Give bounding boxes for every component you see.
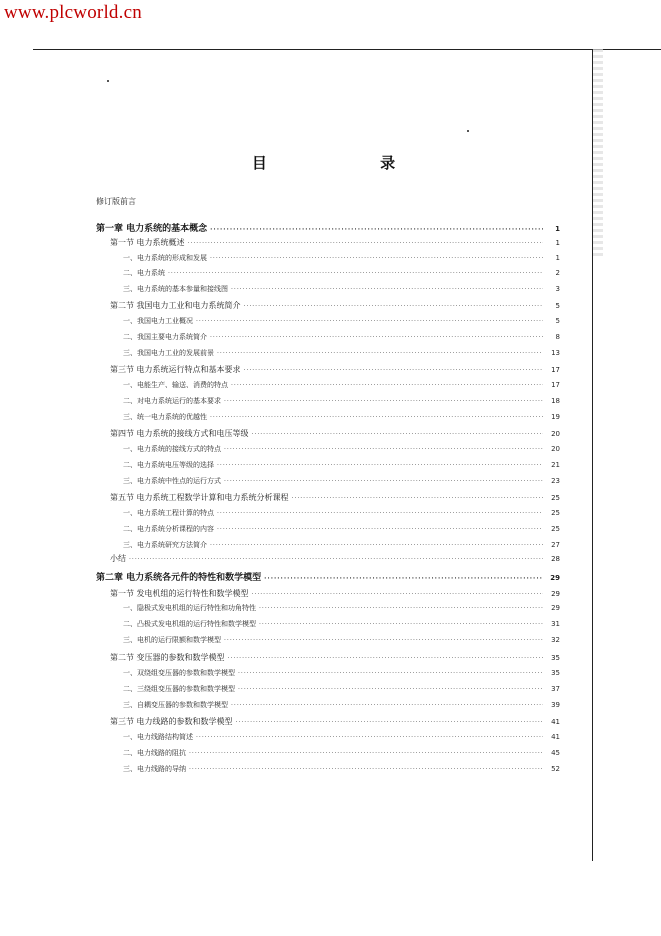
toc-entry-label: 二、凸极式发电机组的运行特性和数学模型	[123, 620, 256, 628]
toc-entry[interactable]	[123, 460, 560, 470]
toc-entry-page: 18	[551, 397, 560, 405]
toc-entry-page: 29	[551, 590, 560, 598]
toc-entry-label: 第二章 电力系统各元件的特性和数学模型	[96, 573, 262, 583]
toc-entry-page: 21	[551, 461, 560, 469]
toc-entry-label: 一、隐极式发电机组的运行特性和功角特性	[123, 604, 256, 612]
toc-entry-page: 25	[551, 525, 560, 533]
toc-leader-dots	[188, 240, 543, 247]
toc-entry[interactable]	[123, 253, 560, 263]
toc-entry-label: 三、自耦变压器的参数和数学模型	[123, 701, 228, 709]
toc-entry-label: 第一节 电力系统概述	[110, 238, 185, 247]
toc-entry[interactable]	[110, 588, 560, 599]
toc-leader-dots	[292, 495, 543, 502]
toc-leader-dots	[217, 510, 543, 517]
toc-entry-page: 23	[551, 477, 560, 485]
toc-leader-dots	[210, 255, 543, 262]
toc-entry-label: 第一节 发电机组的运行特性和数学模型	[110, 589, 249, 598]
toc-leader-dots	[210, 226, 543, 233]
page-title: 目 录	[251, 154, 450, 172]
toc-entry-label: 一、电能生产、输送、消费的特点	[123, 381, 228, 389]
toc-entry[interactable]	[110, 652, 560, 663]
toc-entry-label: 三、电力系统研究方法简介	[123, 541, 207, 549]
toc-leader-dots	[259, 621, 543, 628]
toc-entry[interactable]	[123, 635, 560, 645]
toc-entry-page: 41	[551, 733, 560, 741]
toc-entry[interactable]	[123, 748, 560, 758]
toc-entry-page: 41	[551, 718, 560, 726]
toc-entry-label: 一、电力线路结构简述	[123, 733, 193, 741]
toc-entry[interactable]	[123, 524, 560, 534]
toc-entry-label: 二、对电力系统运行的基本要求	[123, 397, 221, 405]
toc-entry-page: 37	[551, 685, 560, 693]
toc-entry[interactable]	[123, 396, 560, 406]
toc-entry[interactable]	[110, 492, 560, 503]
toc-leader-dots	[217, 462, 543, 469]
toc-entry[interactable]	[96, 221, 560, 234]
toc-entry-page: 17	[551, 381, 560, 389]
toc-entry-label: 小结	[110, 554, 126, 563]
toc-entry[interactable]	[123, 732, 560, 742]
toc-leader-dots	[129, 556, 543, 563]
toc-leader-dots	[210, 414, 543, 421]
toc-entry-label: 第一章 电力系统的基本概念	[96, 224, 208, 234]
toc-entry-label: 一、电力系统的形成和发展	[123, 254, 207, 262]
watermark-url: www.plcworld.cn	[4, 2, 142, 23]
scan-speck	[107, 80, 109, 82]
toc-entry-page: 20	[551, 445, 560, 453]
toc-leader-dots	[252, 431, 543, 438]
toc-entry-page: 29	[550, 574, 560, 582]
toc-entry-label: 二、三绕组变压器的参数和数学模型	[123, 685, 235, 693]
toc-entry-page: 19	[551, 413, 560, 421]
toc-entry-label: 三、统一电力系统的优越性	[123, 413, 207, 421]
toc-entry-page: 35	[551, 669, 560, 677]
toc-entry-label: 三、电力系统的基本参量和接线图	[123, 285, 228, 293]
toc-entry-label: 第五节 电力系统工程数学计算和电力系统分析课程	[110, 493, 289, 502]
toc-entry[interactable]	[123, 684, 560, 694]
toc-entry[interactable]	[123, 316, 560, 326]
toc-entry-page: 52	[551, 765, 560, 773]
toc-entry-page: 1	[555, 254, 560, 262]
toc-entry[interactable]	[110, 300, 560, 311]
toc-entry-page: 1	[555, 225, 560, 233]
toc-entry-page: 13	[551, 349, 560, 357]
toc-entry-label: 二、电力系统	[123, 269, 165, 277]
toc-entry-label: 一、我国电力工业概况	[123, 317, 193, 325]
toc-entry-page: 45	[551, 749, 560, 757]
toc-entry-page: 28	[551, 555, 560, 563]
toc-entry[interactable]	[110, 237, 560, 248]
toc-entry[interactable]	[123, 764, 560, 774]
toc-leader-dots	[244, 303, 543, 310]
toc-entry-label: 第二节 变压器的参数和数学模型	[110, 653, 225, 662]
toc-leader-dots	[236, 719, 543, 726]
toc-entry[interactable]	[110, 428, 560, 439]
toc-leader-dots	[217, 526, 543, 533]
toc-entry-page: 27	[551, 541, 560, 549]
toc-entry-page: 20	[551, 430, 560, 438]
toc-entry[interactable]	[96, 570, 560, 583]
toc-leader-dots	[231, 702, 543, 709]
toc-leader-dots	[196, 318, 543, 325]
toc-preface: 修订版前言	[96, 197, 136, 206]
toc-leader-dots	[210, 334, 543, 341]
toc-entry-label: 二、电力系统电压等级的选择	[123, 461, 214, 469]
toc-entry-page: 25	[551, 494, 560, 502]
toc-entry-label: 第三节 电力系统运行特点和基本要求	[110, 365, 241, 374]
toc-entry-page: 31	[551, 620, 560, 628]
toc-entry-page: 3	[555, 285, 560, 293]
toc-entry[interactable]	[123, 476, 560, 486]
toc-leader-dots	[264, 575, 543, 582]
toc-entry[interactable]	[123, 412, 560, 422]
toc-entry-page: 1	[555, 239, 560, 247]
toc-leader-dots	[189, 750, 543, 757]
toc-entry[interactable]	[123, 380, 560, 390]
toc-leader-dots	[224, 446, 543, 453]
toc-entry[interactable]	[123, 668, 560, 678]
toc-entry[interactable]	[110, 716, 560, 727]
toc-entry-page: 8	[555, 333, 560, 341]
toc-entry-page: 25	[551, 509, 560, 517]
toc-entry[interactable]	[123, 619, 560, 629]
toc-entry-page: 39	[551, 701, 560, 709]
scan-speck	[467, 130, 469, 132]
toc-entry[interactable]	[123, 700, 560, 710]
toc-entry-page: 35	[551, 654, 560, 662]
toc-entry-label: 二、电力线路的阻抗	[123, 749, 186, 757]
toc-leader-dots	[168, 270, 543, 277]
toc-entry[interactable]	[110, 553, 560, 564]
toc-entry-label: 二、电力系统分析课程的内容	[123, 525, 214, 533]
toc-entry[interactable]	[123, 508, 560, 518]
toc-entry[interactable]	[110, 364, 560, 375]
toc-leader-dots	[224, 478, 543, 485]
toc-leader-dots	[224, 637, 543, 644]
toc-entry[interactable]	[123, 284, 560, 294]
toc-entry[interactable]	[123, 603, 560, 613]
toc-entry[interactable]	[123, 348, 560, 358]
toc-entry-page: 32	[551, 636, 560, 644]
toc-entry-label: 一、双绕组变压器的参数和数学模型	[123, 669, 235, 677]
toc-leader-dots	[252, 591, 543, 598]
toc-entry[interactable]	[123, 332, 560, 342]
toc-entry-page: 29	[551, 604, 560, 612]
toc-entry[interactable]	[123, 268, 560, 278]
toc-leader-dots	[244, 367, 543, 374]
toc-entry-page: 17	[551, 366, 560, 374]
toc-entry-page: 5	[555, 317, 560, 325]
toc-leader-dots	[231, 286, 543, 293]
toc-entry-label: 第二节 我国电力工业和电力系统简介	[110, 301, 241, 310]
toc-entry-label: 第三节 电力线路的参数和数学模型	[110, 717, 233, 726]
toc-leader-dots	[259, 605, 543, 612]
toc-leader-dots	[224, 398, 543, 405]
toc-entry-label: 三、电力线路的导纳	[123, 765, 186, 773]
toc-entry-label: 第四节 电力系统的接线方式和电压等级	[110, 429, 249, 438]
toc-leader-dots	[228, 655, 543, 662]
toc-entry[interactable]	[123, 444, 560, 454]
toc-entry-label: 一、电力系统工程计算的特点	[123, 509, 214, 517]
toc-entry-label: 三、电机的运行限额和数学模型	[123, 636, 221, 644]
toc-entry-page: 2	[555, 269, 560, 277]
toc-entry-label: 三、电力系统中性点的运行方式	[123, 477, 221, 485]
toc-leader-dots	[238, 670, 543, 677]
toc-leader-dots	[238, 686, 543, 693]
toc-entry-label: 一、电力系统的接线方式的特点	[123, 445, 221, 453]
toc-entry-label: 三、我国电力工业的发展前景	[123, 349, 214, 357]
toc-leader-dots	[231, 382, 543, 389]
toc-leader-dots	[217, 350, 543, 357]
toc-entry[interactable]	[123, 540, 560, 550]
toc-leader-dots	[189, 766, 543, 773]
toc-entry-label: 二、我国主要电力系统简介	[123, 333, 207, 341]
top-divider	[33, 49, 661, 50]
toc-leader-dots	[210, 542, 543, 549]
toc-entry-page: 5	[555, 302, 560, 310]
toc-leader-dots	[196, 734, 543, 741]
